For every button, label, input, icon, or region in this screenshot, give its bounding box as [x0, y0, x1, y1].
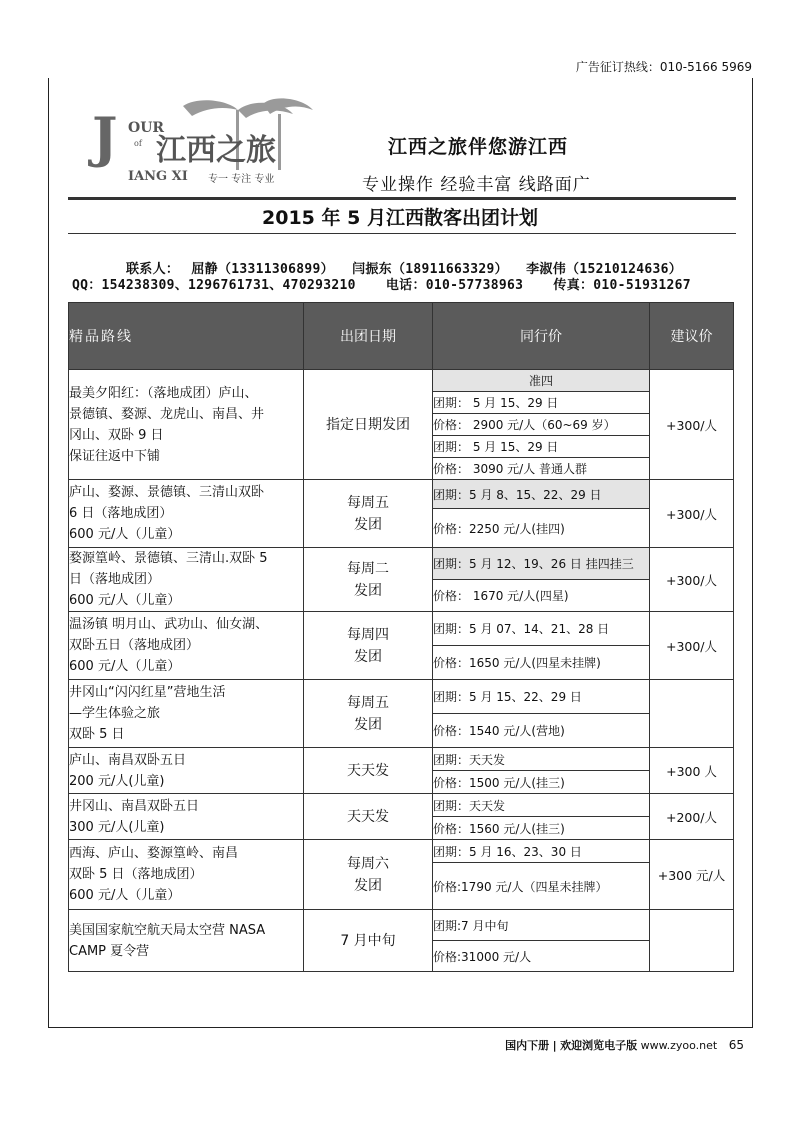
price-cell: 价格：1650 元/人(四星未挂牌) — [433, 646, 650, 680]
date-line: 每周二 — [347, 560, 389, 577]
route-line: 井冈山、南昌双卧五日 — [69, 798, 200, 814]
slogan-line-1: 江西之旅伴您游江西 — [388, 136, 569, 158]
header-route: 精品路线 — [69, 303, 304, 370]
date-line: 发团 — [354, 877, 382, 894]
schedule-cell: 团期：5 月 07、14、21、28 日 — [433, 612, 650, 646]
suggested-price-cell: +300/人 — [650, 370, 734, 480]
contact-person: 闫振东（18911663329） — [352, 262, 508, 277]
table-row — [69, 612, 734, 646]
route-cell — [69, 548, 304, 612]
price-cell: 价格：2250 元/人(挂四) — [433, 509, 650, 548]
table-header-row — [69, 303, 734, 370]
route-line: 井冈山“闪闪红星”营地生活 — [69, 685, 226, 700]
schedule-cell: 团期：天天发 — [433, 794, 650, 817]
route-cell — [69, 840, 304, 910]
contact-fax: 传真：010-51931267 — [553, 278, 691, 293]
jiangxi-tour-logo — [88, 96, 328, 196]
route-line: 庐山、婺源、景德镇、三清山双卧 — [69, 485, 265, 500]
route-line: 西海、庐山、婺源篁岭、南昌 — [69, 846, 239, 861]
contact-person: 屈静（13311306899） — [191, 262, 334, 277]
date-line: 指定日期发团 — [326, 416, 410, 433]
page-footer — [0, 1037, 744, 1053]
price-cell: 价格： 1670 元/人(四星) — [433, 580, 650, 612]
footer-section: 国内下册 — [505, 1039, 550, 1052]
schedule-cell: 团期： 5 月 15、29 日 — [433, 436, 650, 458]
route-line: 婺源篁岭、景德镇、三清山.双卧 5 — [69, 551, 268, 566]
suggested-price-cell: +300 人 — [650, 748, 734, 794]
date-line: 发团 — [354, 582, 382, 599]
table-row — [69, 548, 734, 580]
header-suggested: 建议价 — [650, 303, 734, 370]
route-line: 冈山、双卧 9 日 — [69, 427, 164, 443]
date-cell — [304, 840, 433, 910]
table-row — [69, 480, 734, 509]
route-line: 200 元/人(儿童) — [69, 773, 165, 789]
route-line: CAMP 夏令营 — [69, 943, 150, 959]
route-line: 景德镇、婺源、龙虎山、南昌、井 — [69, 406, 265, 422]
suggested-price-cell: +300/人 — [650, 612, 734, 680]
table-row — [69, 370, 734, 392]
price-cell: 价格:31000 元/人 — [433, 941, 650, 972]
suggested-price-cell: +300 元/人 — [650, 840, 734, 910]
route-cell — [69, 680, 304, 748]
date-line: 每周五 — [347, 494, 389, 511]
contact-person: 李淑伟（15210124636） — [526, 262, 683, 277]
route-line: 双卧 5 日 — [69, 727, 125, 742]
date-cell — [304, 794, 433, 840]
date-line: 天天发 — [347, 762, 389, 779]
schedule-cell: 团期：5 月 8、15、22、29 日 — [433, 480, 650, 509]
route-cell — [69, 480, 304, 548]
route-line: 日（落地成团） — [69, 572, 161, 587]
date-line: 天天发 — [347, 808, 389, 825]
logo-word-iangxi: IANG XI — [128, 169, 188, 184]
table-row — [69, 748, 734, 771]
route-line: 300 元/人(儿童) — [69, 819, 165, 835]
date-cell — [304, 480, 433, 548]
route-cell — [69, 794, 304, 840]
logo-cn-title: 江西之旅 — [156, 133, 276, 168]
date-line: 发团 — [354, 648, 382, 665]
suggested-price-cell — [650, 680, 734, 748]
table-row — [69, 680, 734, 714]
price-cell: 价格：1500 元/人(挂三) — [433, 771, 650, 794]
title-rule — [68, 233, 736, 234]
page-title: 2015 年 5 月江西散客出团计划 — [262, 207, 538, 229]
contact-numbers — [72, 274, 701, 293]
date-line: 7 月中旬 — [340, 932, 396, 949]
suggested-price-cell: +300/人 — [650, 480, 734, 548]
page-number: 65 — [728, 1038, 744, 1052]
date-cell — [304, 612, 433, 680]
schedule-cell: 团期：5 月 12、19、26 日 挂四挂三 — [433, 548, 650, 580]
schedule-cell: 团期:7 月中旬 — [433, 910, 650, 941]
header-rule — [68, 197, 736, 200]
date-cell — [304, 910, 433, 972]
route-line: 6 日（落地成团） — [69, 506, 173, 521]
logo-word-of: of — [134, 139, 142, 148]
route-line: 庐山、南昌双卧五日 — [69, 752, 187, 768]
schedule-cell: 团期： 5 月 15、29 日 — [433, 392, 650, 414]
route-line: —学生体验之旅 — [69, 706, 161, 721]
date-line: 每周六 — [347, 855, 389, 872]
header-price: 同行价 — [433, 303, 650, 370]
footer-text: 欢迎浏览电子版 — [560, 1039, 638, 1052]
suggested-price-cell: +300/人 — [650, 548, 734, 612]
footer-separator: | — [552, 1039, 557, 1052]
table-row — [69, 840, 734, 863]
ad-hotline: 广告征订热线：010-5166 5969 — [575, 60, 752, 74]
contact-phone: 电话：010-57738963 — [385, 278, 524, 293]
route-line: 保证往返中下铺 — [69, 448, 161, 464]
route-cell — [69, 910, 304, 972]
logo-word-our: OUR — [128, 120, 165, 136]
route-line: 最美夕阳红：（落地成团）庐山、 — [69, 385, 258, 401]
date-cell — [304, 680, 433, 748]
price-cell: 价格： 3090 元/人 普通人群 — [433, 458, 650, 480]
contact-label: 联系人： — [126, 262, 180, 277]
route-line: 600 元/人（儿童） — [69, 527, 181, 542]
route-line: 双卧五日（落地成团） — [69, 638, 200, 653]
date-line: 每周四 — [347, 626, 389, 643]
date-line: 每周五 — [347, 694, 389, 711]
date-cell — [304, 370, 433, 480]
table-row — [69, 910, 734, 941]
logo-tagline: 专一 专注 专业 — [208, 174, 275, 185]
grade-cell: 准四 — [433, 370, 650, 392]
logo-letter-j: J — [92, 105, 118, 169]
route-line: 美国国家航空航天局太空营 NASA — [69, 922, 266, 938]
route-line: 600 元/人（儿童） — [69, 659, 181, 674]
suggested-price-cell — [650, 910, 734, 972]
price-cell: 价格： 2900 元/人（60~69 岁） — [433, 414, 650, 436]
date-line: 发团 — [354, 516, 382, 533]
price-cell: 价格：1560 元/人(挂三) — [433, 817, 650, 840]
schedule-cell: 团期：天天发 — [433, 748, 650, 771]
route-cell — [69, 612, 304, 680]
route-line: 600 元/人（儿童） — [69, 593, 181, 608]
slogan-line-2: 专业操作 经验丰富 线路面广 — [362, 175, 591, 195]
suggested-price-cell: +200/人 — [650, 794, 734, 840]
table-row — [69, 794, 734, 817]
route-cell — [69, 370, 304, 480]
date-cell — [304, 748, 433, 794]
route-cell — [69, 748, 304, 794]
route-line: 600 元/人（儿童） — [69, 888, 181, 903]
price-cell: 价格:1790 元/人（四星未挂牌） — [433, 863, 650, 910]
header-date: 出团日期 — [304, 303, 433, 370]
schedule-cell: 团期：5 月 16、23、30 日 — [433, 840, 650, 863]
schedule-cell: 团期：5 月 15、22、29 日 — [433, 680, 650, 714]
price-cell: 价格：1540 元/人(营地) — [433, 714, 650, 748]
date-line: 发团 — [354, 716, 382, 733]
footer-url[interactable]: www.zyoo.net — [640, 1039, 718, 1052]
route-line: 双卧 5 日（落地成团） — [69, 867, 203, 882]
date-cell — [304, 548, 433, 612]
route-line: 温汤镇 明月山、武功山、仙女湖、 — [69, 617, 269, 632]
tour-schedule-table — [68, 302, 734, 972]
contact-qq: QQ：154238309、1296761731、470293210 — [72, 278, 356, 293]
